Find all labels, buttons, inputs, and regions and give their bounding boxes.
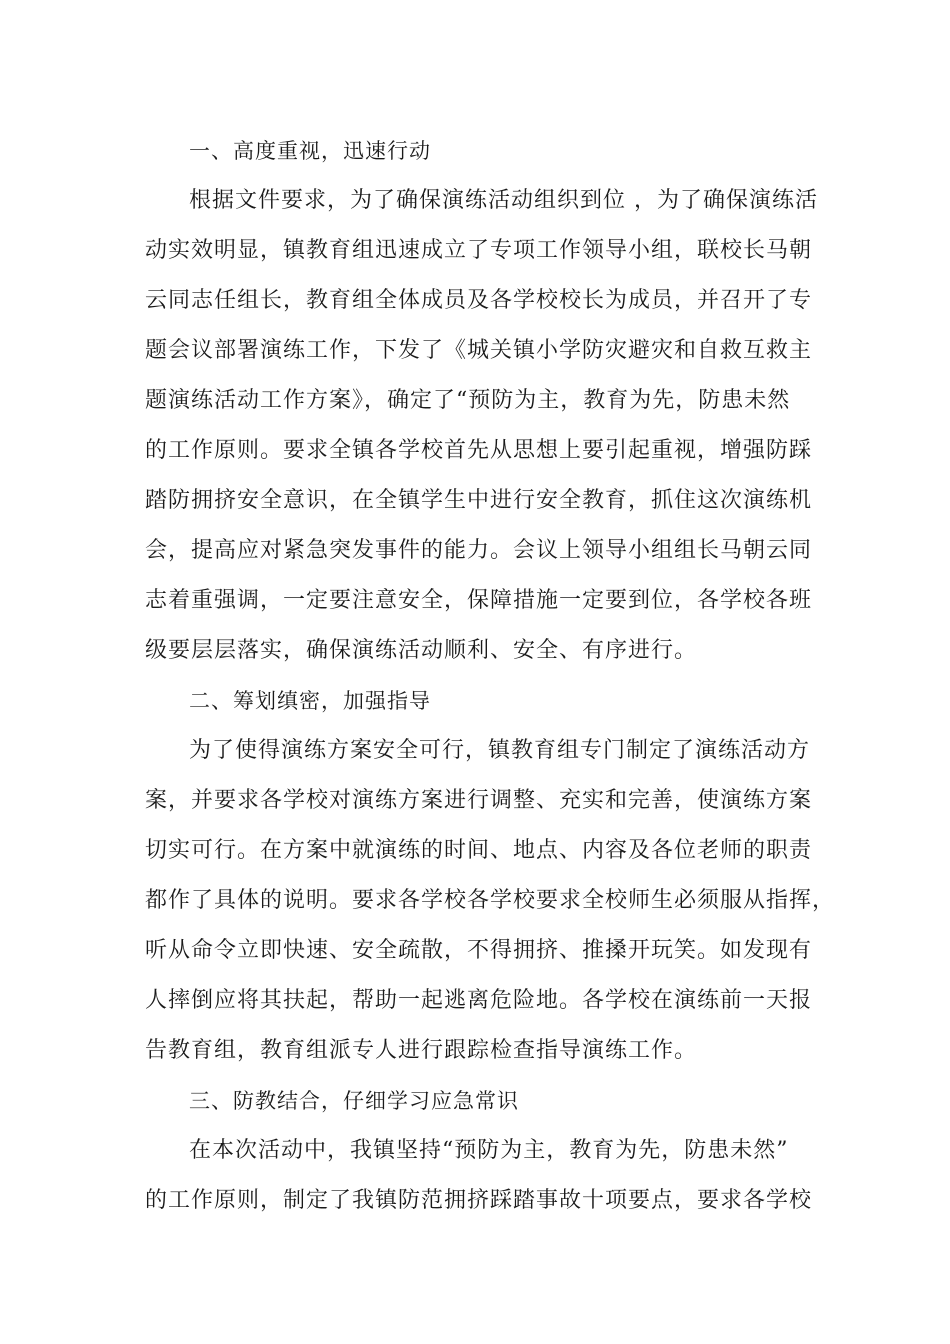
paragraph-line: 案，并要求各学校对演练方案进行调整、充实和完善，使演练方案 [145, 788, 813, 813]
paragraph-line: 的工作原则，制定了我镇防范拥挤踩踏事故十项要点，要求各学校 [145, 1188, 813, 1213]
paragraph-line: 告教育组，教育组派专人进行跟踪检查指导演练工作。 [145, 1038, 698, 1063]
paragraph-line: 的工作原则。要求全镇各学校首先从思想上要引起重视，增强防踩 [145, 438, 813, 463]
paragraph-line: 为了使得演练方案安全可行，镇教育组专门制定了演练活动方 [189, 738, 811, 763]
paragraph-line: 切实可行。在方案中就演练的时间、地点、内容及各位老师的职责 [145, 838, 813, 863]
paragraph-line: 都作了具体的说明。要求各学校各学校要求全校师生必须服从指挥， [145, 888, 836, 913]
paragraph-line: 踏防拥挤安全意识，在全镇学生中进行安全教育，抓住这次演练机 [145, 488, 813, 513]
paragraph-line: 题会议部署演练工作，下发了《城关镇小学防灾避灾和自救互救主 [145, 338, 813, 363]
paragraph-line: 会，提高应对紧急突发事件的能力。会议上领导小组组长马朝云同 [145, 538, 813, 563]
section-paragraph-2 [145, 726, 836, 1076]
paragraph-line: 在本次活动中，我镇坚持“预防为主，教育为先，防患未然” [189, 1138, 789, 1163]
section-heading-3: 三、防教结合，仔细学习应急常识 [189, 1089, 519, 1113]
paragraph-line: 人摔倒应将其扶起，帮助一起逃离危险地。各学校在演练前一天报 [145, 988, 813, 1013]
paragraph-line: 志着重强调，一定要注意安全，保障措施一定要到位，各学校各班 [145, 588, 813, 613]
section-heading-2: 二、筹划缜密，加强指导 [189, 689, 431, 713]
paragraph-line: 根据文件要求，为了确保演练活动组织到位 ，为了确保演练活 [189, 188, 818, 213]
paragraph-line: 动实效明显，镇教育组迅速成立了专项工作领导小组，联校长马朝 [145, 238, 813, 263]
section-heading-1: 一、高度重视，迅速行动 [189, 139, 431, 163]
paragraph-line: 级要层层落实，确保演练活动顺利、安全、有序进行。 [145, 638, 698, 663]
section-paragraph-3 [145, 1126, 825, 1226]
paragraph-line: 云同志任组长，教育组全体成员及各学校校长为成员，并召开了专 [145, 288, 813, 313]
paragraph-line: 听从命令立即快速、安全疏散，不得拥挤、推搡开玩笑。如发现有 [145, 938, 813, 963]
section-paragraph-1 [145, 176, 825, 676]
paragraph-line: 题演练活动工作方案》，确定了“预防为主，教育为先，防患未然 [145, 388, 791, 413]
document-body [145, 126, 836, 1226]
